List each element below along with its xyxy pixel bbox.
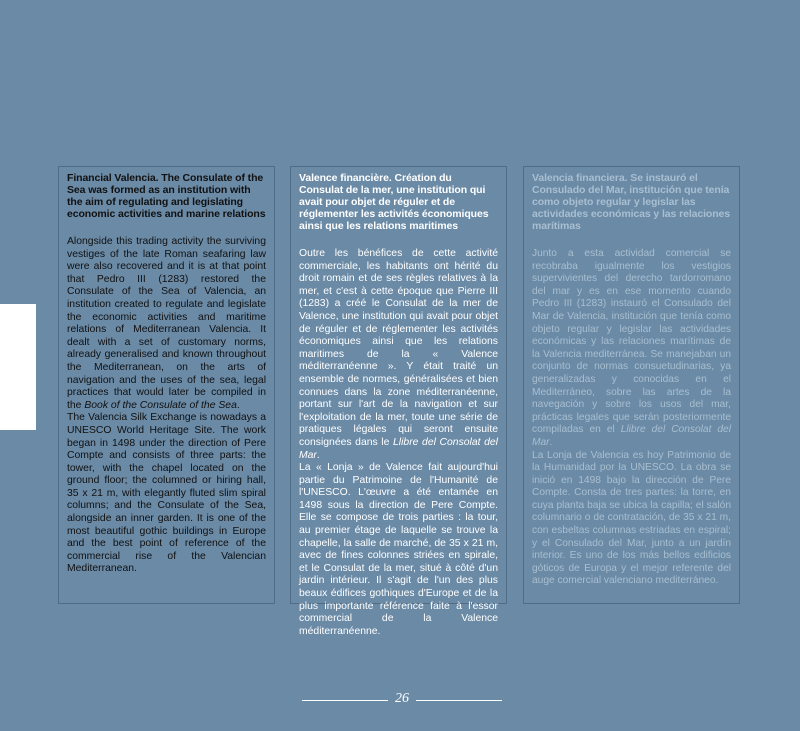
- spanish-paragraph-1: [532, 248, 731, 450]
- french-paragraph-2: La « Lonja » de Valence fait aujourd'hui partie du Patrimoine de l'Humanité de l'UNESCO. L'œuvre a été entamée en 1498 sous la direction de Pere Compte. Elle se compose de trois parties : la tour, au premier étage de laquelle se trouve la chapelle, la salle de marché, de 35 x 21 m, avec de fines colonnes striées en spirale, et le Consulat de la mer, situé à côté d'un jardin intérieur. Il s'agit de l'un des plus beaux édifices gothiques d'Europe et de la plus importante référence faite à l'essor commercial de la Valence méditerranéenne.: [299, 462, 498, 637]
- spanish-paragraph-2: La Lonja de Valencia es hoy Patrimonio de la Humanidad por la UNESCO. La obra se inició en 1498 bajo la dirección de Pere Compte. Consta de tres partes: la torre, en cuya planta baja se ubica la capilla; el salón columnario o de contratación, de 35 x 21 m, con esbeltas columnas estriadas en espiral; y el Consulado del Mar, junto a un jardín interior. Es uno de los más bellos edificios góticos de Europa y el mejor referente del auge comercial valenciano mediterráneo.: [532, 449, 731, 587]
- spanish-paragraph-1-text: Junto a esta actividad comercial se recobraba igualmente los vestigios supervivientes del derecho tardorromano del mar y es en ese momento cuando Pedro III (1283) instauró el Consulado del Mar de Valencia, institución que tenía como objeto regular y legislar las actividades económicas y las relaciones marítimas de la Valencia mediterránea. Se manejaban un conjunto de normas consuetudinarias, ya generalizadas y conocidas en el Mediterráneo, sobre las artes de la navegación y sobre los usos del mar, prácticas legales que serán posteriormente compiladas en el: [532, 248, 731, 436]
- french-paragraph-1: [299, 248, 498, 462]
- english-paragraph-1-text: Alongside this trading activity the surviving vestiges of the late Roman seafaring law were also recovered and it is at that point that Pedro III (1283) restored the Consulate of the Sea of Valencia, an institution created to regulate and legislate the economic activities and maritime relations of Mediterranean Valencia. It dealt with a set of customary norms, already generalised and known throughout the Mediterranean, on the arts of navigation and the uses of the sea, legal practices that would later be compiled in the: [67, 236, 266, 411]
- french-heading: Valence financière. Création du Consulat de la mer, une institution qui avait pour objet de réguler et de réglementer les activités économiques ainsi que les relations maritimes: [299, 172, 489, 232]
- footer-rule-left: [302, 700, 388, 701]
- footer-rule-right: [416, 700, 502, 701]
- english-book-title: Book of the Consulate of the Sea: [84, 399, 237, 411]
- spanish-column: [523, 166, 740, 604]
- french-book-title: Llibre del Consolat del Mar: [299, 436, 498, 461]
- english-paragraph-1: [67, 236, 266, 412]
- english-heading: Financial Valencia. The Consulate of the Sea was formed as an institution with the aim of regulating and legislating economic activities and marine relations: [67, 172, 266, 220]
- page-number: 26: [395, 691, 409, 706]
- side-tab-marker: [0, 304, 36, 430]
- page-footer: [0, 690, 800, 710]
- french-column: [290, 166, 507, 637]
- english-column: [58, 166, 275, 604]
- french-paragraph-1-end: .: [316, 449, 320, 461]
- spanish-paragraph-1-end: .: [549, 436, 553, 448]
- spanish-heading: Valencia financiera. Se instauró el Consulado del Mar, institución que tenía como objeto regular y legislar las actividades económicas y las relaciones marítimas: [532, 172, 731, 232]
- french-paragraph-1-text: Outre les bénéfices de cette activité commerciale, les habitants ont hérité du droit romain et de ses règles relatives à la mer, et c'est à cette époque que Pierre III (1283) a créé le Consulat de la mer de Valence, une institution qui avait pour objet de réguler et de réglementer les activités économiques ainsi que les relations maritimes de la « Valence méditerranéenne ». Y était traité un ensemble de normes, généralisées et bien connues dans la zone méditerranéenne, portant sur l'art de la navigation et sur l'exploitation de la mer, toute une série de pratiques légales qui seront ensuite consignées dans le: [299, 248, 498, 448]
- english-paragraph-1-end: .: [236, 399, 240, 411]
- english-paragraph-2: The Valencia Silk Exchange is nowadays a UNESCO World Heritage Site. The work began in 1498 under the direction of Pere Compte and consists of three parts: the tower, with the chapel located on the ground floor; the columned or hiring hall, 35 x 21 m, with elegantly fluted slim spiral columns; and the Consulate of the Sea, alongside an inner garden. It is one of the most beautiful gothic buildings in Europe and the best point of reference of the commercial rise of the Valencian Mediterranean.: [67, 412, 266, 575]
- spanish-book-title: Llibre del Consolat del Mar: [532, 424, 731, 448]
